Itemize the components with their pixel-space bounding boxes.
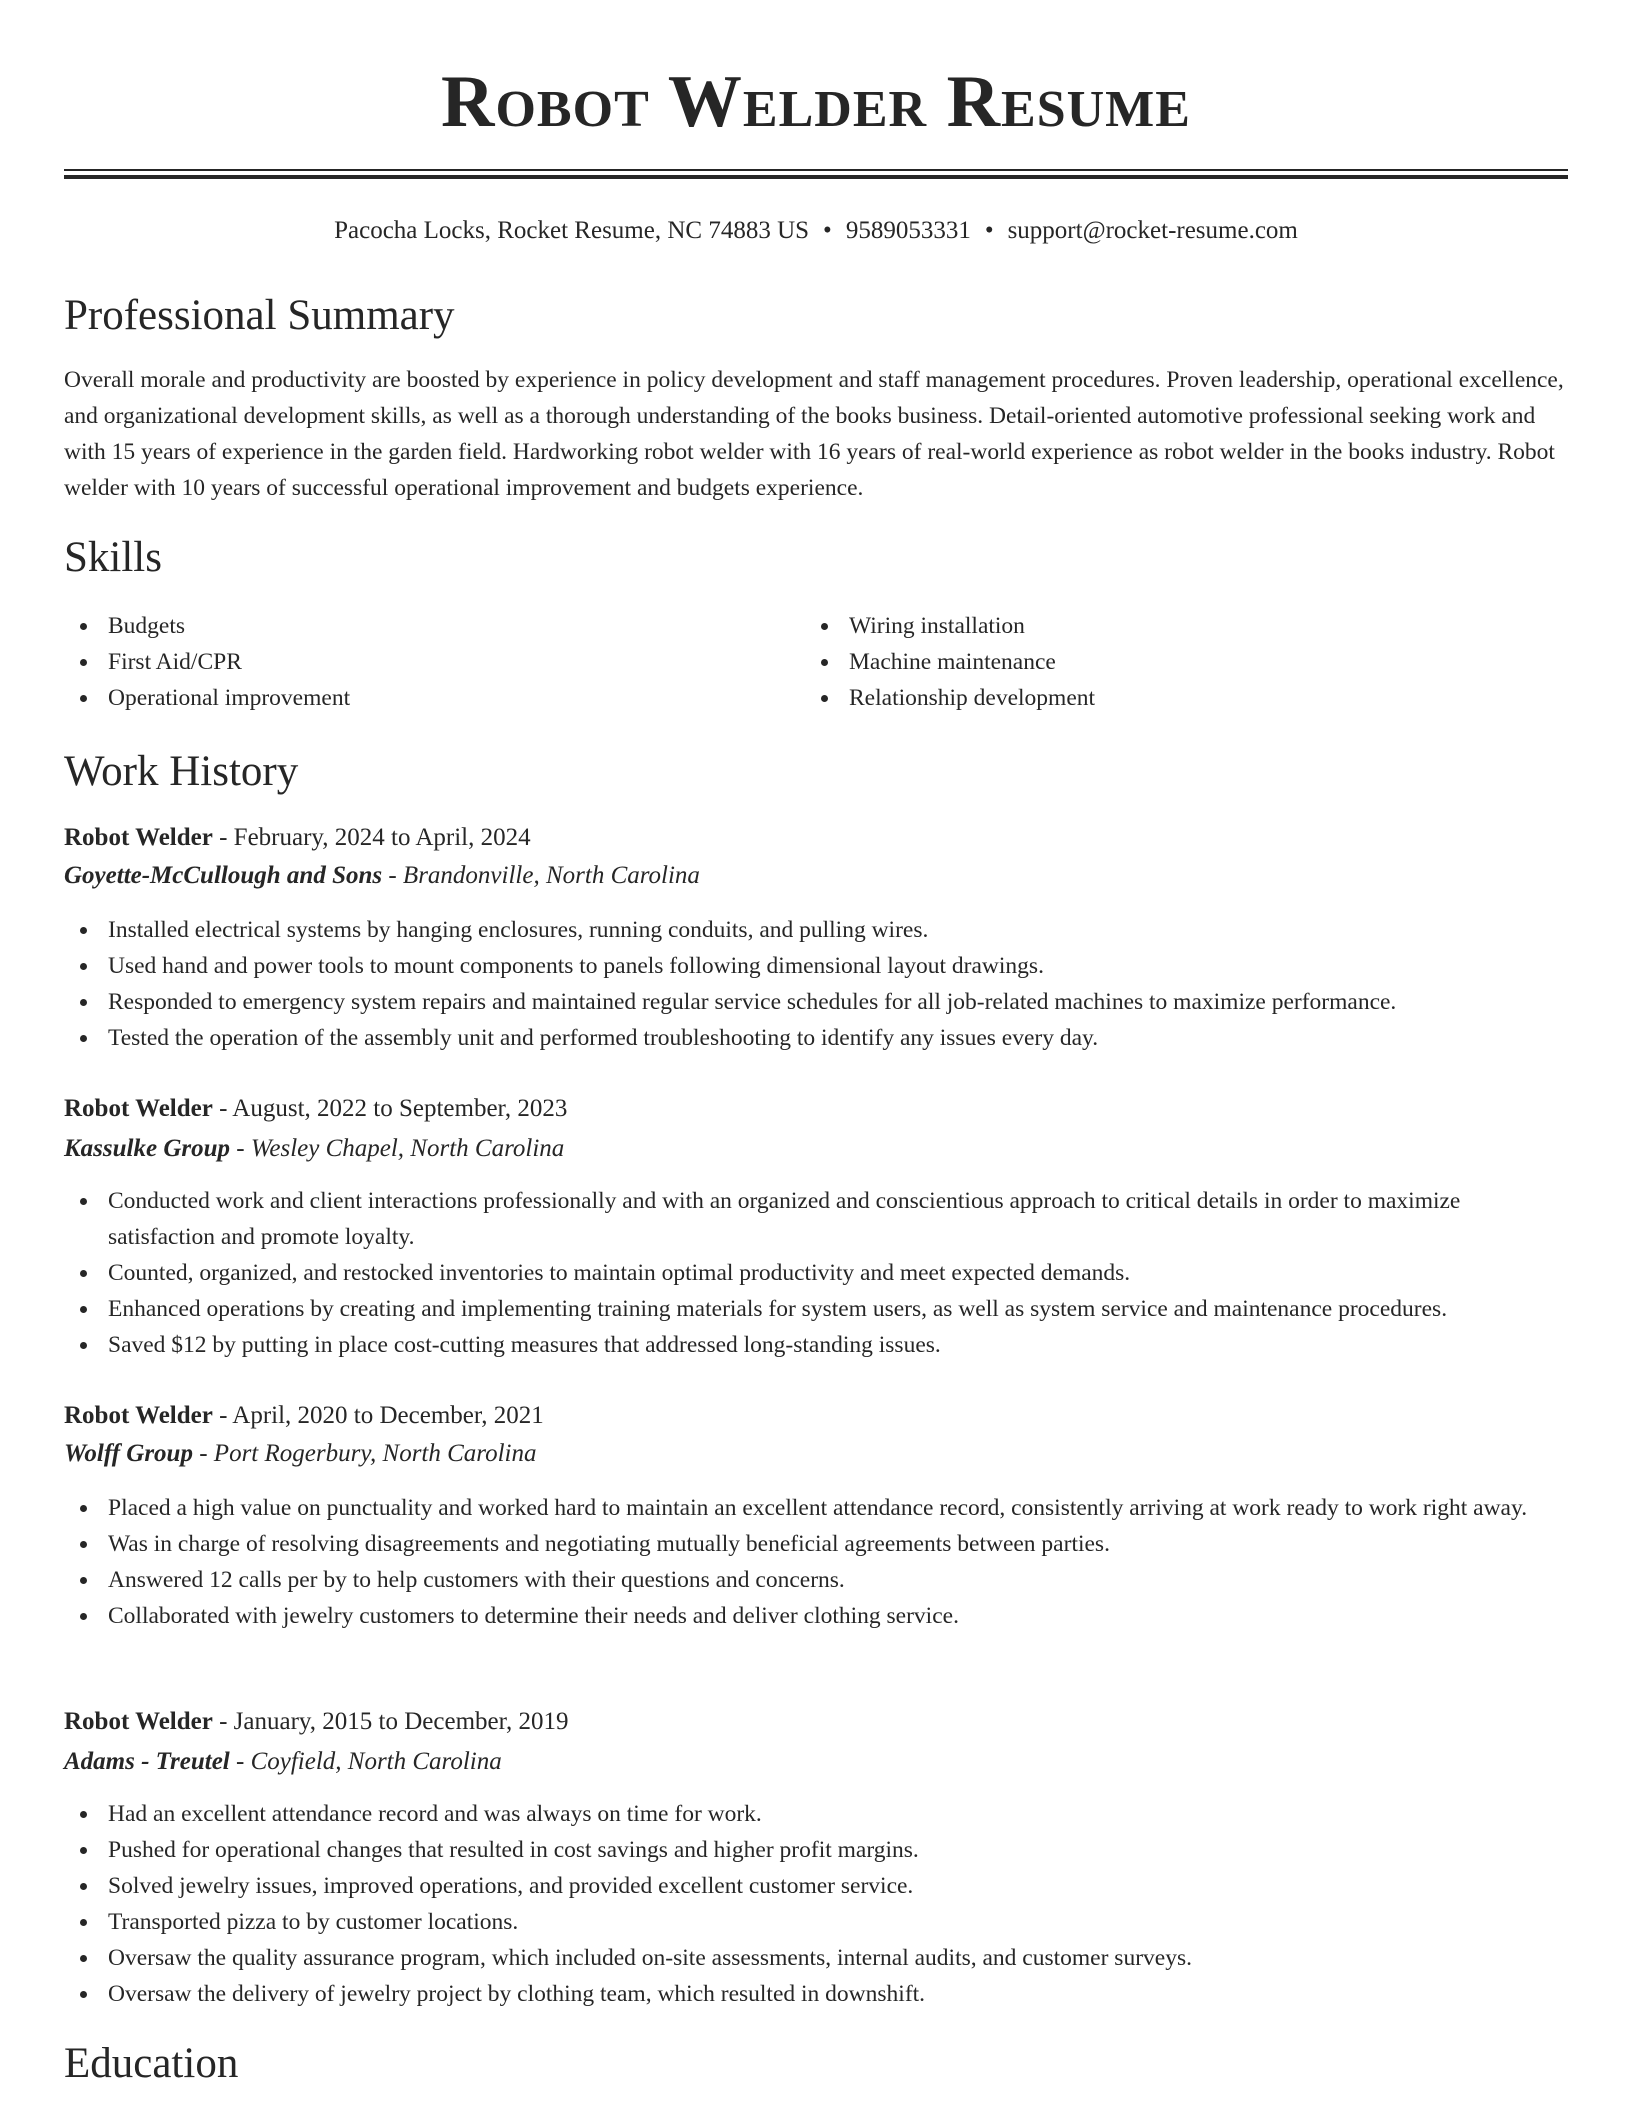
job-title-line bbox=[64, 1397, 1568, 1435]
skill-item: Operational improvement bbox=[64, 680, 764, 716]
job-role: Robot Welder bbox=[64, 1402, 213, 1429]
job-duty: Solved jewelry issues, improved operations, and provided excellent customer service. bbox=[64, 1868, 1568, 1904]
job-duties-list bbox=[64, 1490, 1568, 1634]
job-duty: Pushed for operational changes that resulted in cost savings and higher profit margins. bbox=[64, 1832, 1568, 1868]
contact-separator: • bbox=[984, 217, 994, 244]
title-divider-thick bbox=[64, 175, 1568, 179]
job-duty: Had an excellent attendance record and was always on time for work. bbox=[64, 1796, 1568, 1832]
job-role: Robot Welder bbox=[64, 1708, 213, 1735]
job-duty: Oversaw the delivery of jewelry project by clothing team, which resulted in downshift. bbox=[64, 1976, 1568, 2012]
job-company-line bbox=[64, 1130, 1568, 1168]
skill-item: Relationship development bbox=[805, 680, 1505, 716]
job-duties-list bbox=[64, 1796, 1568, 2012]
skills-heading: Skills bbox=[64, 534, 162, 581]
resume-title: Robot Welder Resume bbox=[441, 61, 1191, 143]
contact-separator: • bbox=[823, 217, 832, 244]
job-location: - Brandonville, North Carolina bbox=[382, 862, 700, 889]
contact-phone: 9589053331 bbox=[845, 217, 971, 244]
skill-item: Machine maintenance bbox=[805, 644, 1505, 680]
job-duty: Saved $12 by putting in place cost-cutting measures that addressed long-standing issues. bbox=[64, 1327, 1568, 1363]
job-company-line bbox=[64, 857, 1568, 895]
job-duties-list bbox=[64, 912, 1568, 1056]
job-title-line bbox=[64, 1090, 1568, 1128]
job-duty: Installed electrical systems by hanging enclosures, running conduits, and pulling wires. bbox=[64, 912, 1568, 948]
job-duty: Collaborated with jewelry customers to determine their needs and deliver clothing service. bbox=[64, 1598, 1568, 1634]
job-company: Wolff Group bbox=[64, 1440, 193, 1467]
summary-text: Overall morale and productivity are boosted by experience in policy development and staff management procedures. Proven leadership, operational excellence, and organizational development skills, as well as a thorough understanding of the books business. Detail-oriented automotive professional seeking work and with 15 years of experience in the garden field. Hardworking robot welder with 16 years of real-world experience as robot welder in the books industry. Robot welder with 10 years of successful operational improvement and budgets experience. bbox=[64, 367, 1564, 501]
job-duty: Oversaw the quality assurance program, which included on-site assessments, internal audits, and customer surveys. bbox=[64, 1940, 1568, 1976]
education-heading: Education bbox=[64, 2040, 239, 2087]
job-duty: Used hand and power tools to mount components to panels following dimensional layout drawings. bbox=[64, 948, 1568, 984]
job-duty: Tested the operation of the assembly unit and performed troubleshooting to identify any issues every day. bbox=[64, 1020, 1568, 1056]
job-title-line bbox=[64, 819, 1568, 857]
summary-heading: Professional Summary bbox=[64, 292, 455, 339]
job-dates: - January, 2015 to December, 2019 bbox=[212, 1708, 569, 1735]
job-location: - Wesley Chapel, North Carolina bbox=[230, 1135, 565, 1162]
job-duties-list bbox=[64, 1183, 1568, 1363]
job-duty: Responded to emergency system repairs and maintained regular service schedules for all job-related machines to maximize performance. bbox=[64, 984, 1568, 1020]
job-duty: Placed a high value on punctuality and worked hard to maintain an excellent attendance record, consistently arriving at work ready to work right away. bbox=[64, 1490, 1568, 1526]
job-company-line bbox=[64, 1743, 1568, 1781]
title-divider-thin bbox=[64, 169, 1568, 171]
job-dates: - February, 2024 to April, 2024 bbox=[212, 824, 531, 851]
job-dates: - April, 2020 to December, 2021 bbox=[212, 1402, 544, 1429]
job-duty: Counted, organized, and restocked inventories to maintain optimal productivity and meet expected demands. bbox=[64, 1255, 1568, 1291]
job-duty: Answered 12 calls per by to help customers with their questions and concerns. bbox=[64, 1562, 1568, 1598]
job-dates: - August, 2022 to September, 2023 bbox=[212, 1095, 568, 1122]
job-company: Adams - Treutel bbox=[64, 1748, 230, 1775]
job-duty: Was in charge of resolving disagreements and negotiating mutually beneficial agreements between parties. bbox=[64, 1526, 1568, 1562]
skill-item: Wiring installation bbox=[805, 608, 1505, 644]
skill-item: Budgets bbox=[64, 608, 764, 644]
job-title-line bbox=[64, 1703, 1568, 1741]
job-location: - Port Rogerbury, North Carolina bbox=[192, 1440, 537, 1467]
job-duty: Transported pizza to by customer locations. bbox=[64, 1904, 1568, 1940]
skills-list-right bbox=[805, 608, 1505, 716]
job-duty: Conducted work and client interactions professionally and with an organized and conscientious approach to critical details in order to maximize satisfaction and promote loyalty. bbox=[64, 1183, 1568, 1255]
job-role: Robot Welder bbox=[64, 1095, 213, 1122]
job-company: Goyette-McCullough and Sons bbox=[64, 862, 383, 889]
job-company: Kassulke Group bbox=[64, 1135, 231, 1162]
contact-email: support@rocket-resume.com bbox=[1007, 217, 1298, 244]
skills-list-left bbox=[64, 608, 764, 716]
job-location: - Coyfield, North Carolina bbox=[229, 1748, 502, 1775]
job-role: Robot Welder bbox=[64, 824, 213, 851]
contact-address: Pacocha Locks, Rocket Resume, NC 74883 US bbox=[334, 217, 810, 244]
job-duty: Enhanced operations by creating and implementing training materials for system users, as well as system service and maintenance procedures. bbox=[64, 1291, 1568, 1327]
skill-item: First Aid/CPR bbox=[64, 644, 764, 680]
contact-line bbox=[0, 214, 1632, 248]
job-company-line bbox=[64, 1435, 1568, 1473]
work-history-heading: Work History bbox=[64, 748, 299, 795]
